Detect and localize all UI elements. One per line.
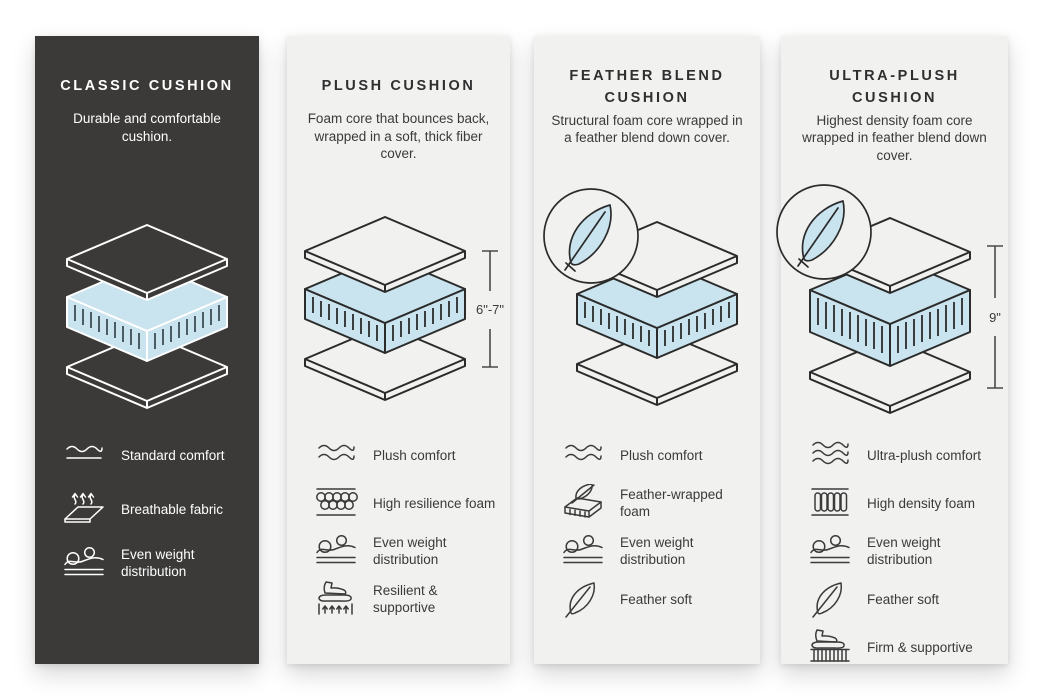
foam-core-layer (67, 263, 227, 361)
panel-title: ULTRA-PLUSH CUSHION (829, 68, 960, 106)
feature-item (781, 532, 1008, 570)
feather-wrapped-foam-icon (561, 484, 605, 522)
feature-list (35, 436, 259, 598)
feather-badge-icon (544, 189, 638, 283)
feature-item (781, 628, 1008, 666)
cushion-stack-illustration (27, 191, 277, 441)
even-weight-icon (808, 532, 852, 570)
feature-label: Feather-wrapped foam (620, 487, 723, 519)
cushion-stack-illustration (265, 183, 515, 433)
breathable-fabric-icon (62, 490, 106, 528)
feature-label: Breathable fabric (121, 501, 224, 517)
foam-core-layer (810, 256, 970, 366)
panel-feather-blend-cushion (534, 36, 760, 664)
feature-item (287, 484, 510, 522)
panel-title: FEATHER BLEND CUSHION (569, 68, 725, 106)
panel-description: Structural foam core wrapped in a feather blend down cover. (551, 112, 743, 145)
feature-item (534, 484, 760, 522)
cushion-stack-illustration (770, 184, 1020, 434)
feature-list (781, 436, 1008, 676)
feature-label: Feather soft (620, 591, 693, 607)
feature-label: Resilient & supportive (373, 583, 438, 615)
feature-item (35, 490, 259, 528)
top-layer (810, 218, 970, 293)
panel-plush-cushion (287, 36, 510, 664)
feature-item (781, 580, 1008, 618)
feature-label: Even weight distribution (121, 547, 195, 579)
feather-icon (808, 580, 852, 618)
feature-label: Even weight distribution (373, 535, 447, 567)
panel-description: Foam core that bounces back, wrapped in a soft, thick fiber cover. (307, 111, 490, 161)
feature-label: High density foam (867, 495, 976, 511)
bottom-layer (67, 333, 227, 408)
top-layer (67, 225, 227, 300)
feature-item (35, 544, 259, 582)
feature-item (534, 532, 760, 570)
foam-core-layer (305, 255, 465, 353)
top-layer (577, 222, 737, 297)
feature-label: Firm & supportive (867, 639, 973, 655)
height-measurement (987, 246, 1003, 388)
bottom-layer (577, 330, 737, 405)
comfort-waves-icon (314, 436, 358, 474)
feather-icon (561, 580, 605, 618)
feature-label: Plush comfort (373, 447, 456, 463)
feature-label: High resilience foam (373, 495, 496, 511)
firm-supportive-icon (808, 628, 852, 666)
feature-label: Plush comfort (620, 447, 703, 463)
svg-text:6"-7": 6"-7" (475, 302, 505, 317)
feature-label: Ultra-plush comfort (867, 447, 982, 463)
high-density-foam-icon (808, 484, 852, 522)
feature-list (534, 436, 760, 628)
feature-item (287, 532, 510, 570)
panel-classic-cushion (35, 36, 259, 664)
cushion-stack-illustration (537, 188, 787, 438)
even-weight-icon (62, 544, 106, 582)
svg-text:9": 9" (989, 310, 1001, 325)
feather-badge-icon (777, 185, 871, 279)
ultra-plush-waves-icon (808, 436, 852, 474)
feature-item (534, 436, 760, 474)
feature-item (781, 484, 1008, 522)
feature-label: Feather soft (867, 591, 940, 607)
height-measurement (476, 251, 504, 367)
feature-label: Even weight distribution (620, 535, 694, 567)
feature-item (534, 580, 760, 618)
resilience-foam-icon (314, 484, 358, 522)
bottom-layer (305, 325, 465, 400)
panel-description: Durable and comfortable cushion. (73, 111, 221, 144)
feature-item (287, 580, 510, 618)
comfort-waves-icon (62, 436, 106, 474)
top-layer (305, 217, 465, 292)
foam-core-layer (577, 260, 737, 358)
panel-description: Highest density foam core wrapped in feather blend down cover. (802, 112, 987, 163)
resilient-supportive-icon (314, 580, 358, 618)
feature-list (287, 436, 510, 628)
feature-item (35, 436, 259, 474)
panel-title: PLUSH CUSHION (321, 78, 476, 95)
bottom-layer (810, 338, 970, 413)
panel-ultra-plush-cushion (781, 36, 1008, 664)
even-weight-icon (561, 532, 605, 570)
even-weight-icon (314, 532, 358, 570)
feature-item (287, 436, 510, 474)
comfort-waves-icon (561, 436, 605, 474)
feature-label: Standard comfort (121, 447, 225, 463)
feature-item (781, 436, 1008, 474)
feature-label: Even weight distribution (867, 535, 941, 567)
panel-title: CLASSIC CUSHION (60, 78, 234, 95)
